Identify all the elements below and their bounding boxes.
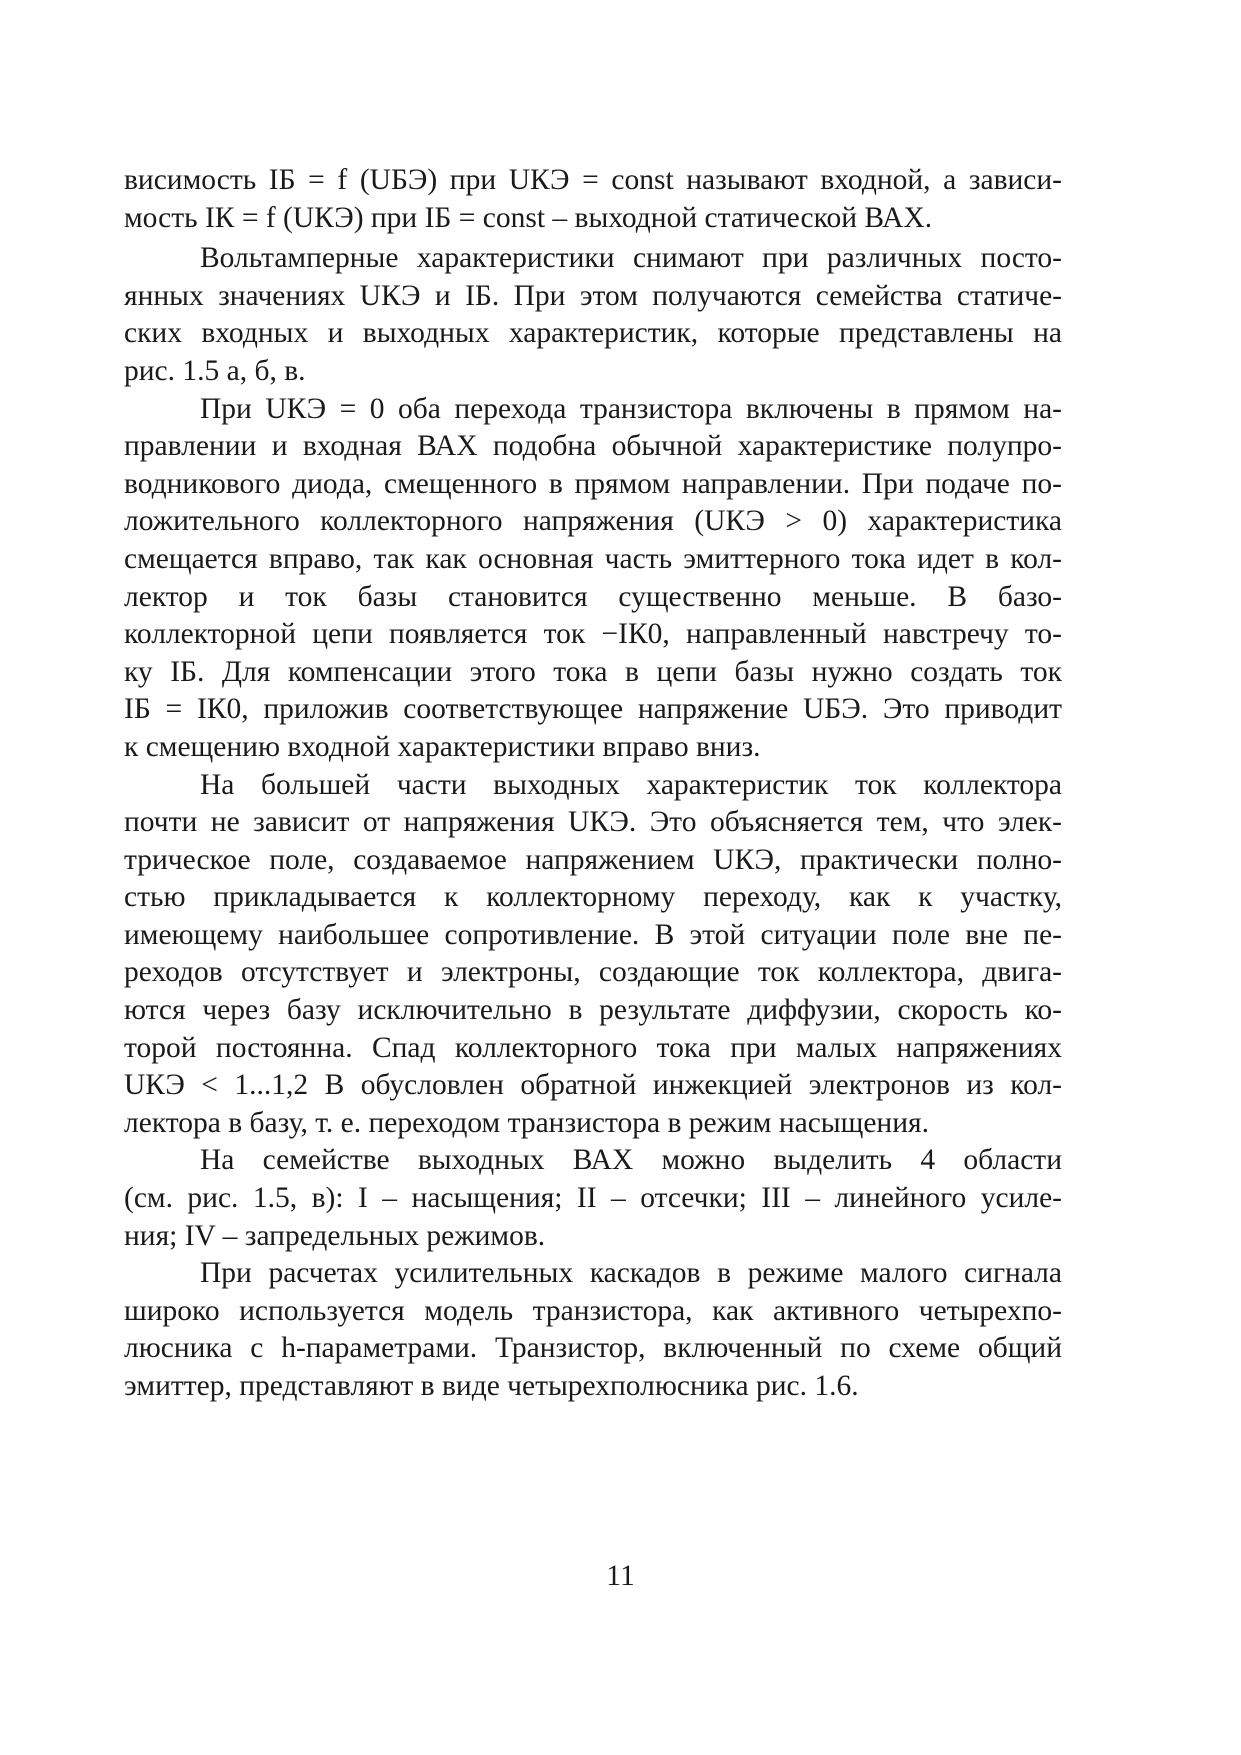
text-line: коллекторной цепи появляется ток −IК0, направленный навстречу то- (124, 618, 1062, 651)
text-line: UКЭ < 1...1,2 В обусловлен обратной инжекцией электронов из кол- (124, 1069, 1062, 1102)
text-line: правлении и входная ВАХ подобна обычной характеристике полупро- (124, 430, 1062, 463)
text-line: ку IБ. Для компенсации этого тока в цепи базы нужно создать ток (124, 655, 1062, 688)
text-line: На семействе выходных ВАХ можно выделить 4 области (200, 1144, 1062, 1177)
text-line: висимость IБ = f (UБЭ) при UКЭ = const называют входной, а зависи- (124, 164, 1062, 196)
text-line: к смещению входной характеристики вправо вниз. (124, 730, 761, 763)
text-line: лектор и ток базы становится существенно меньше. В базо- (124, 580, 1062, 613)
text-line: янных значениях UКЭ и IБ. При этом получаются семейства статиче- (124, 279, 1062, 312)
text-line: мость IК = f (UКЭ) при IБ = const – выходной статической ВАХ. (124, 201, 933, 234)
text-line: (см. рис. 1.5, в): I – насыщения; II – отсечки; III – линейного усиле- (124, 1182, 1062, 1215)
text-line: IБ = IК0, приложив соответствующее напряжение UБЭ. Это приводит (124, 693, 1062, 726)
text-line: рис. 1.5 а, б, в. (124, 354, 306, 387)
text-line: ских входных и выходных характеристик, которые представлены на (124, 317, 1062, 350)
text-line: ются через базу исключительно в результате диффузии, скорость ко- (124, 994, 1062, 1027)
text-line: лектора в базу, т. е. переходом транзистора в режим насыщения. (124, 1106, 929, 1139)
body-text (124, 162, 1062, 1406)
text-line: люсника с h-параметрами. Транзистор, включенный по схеме общий (124, 1332, 1062, 1365)
text-line: почти не зависит от напряжения UКЭ. Это объясняется тем, что элек- (124, 806, 1062, 839)
text-line: торой постоянна. Спад коллекторного тока при малых напряжениях (124, 1031, 1062, 1064)
text-line: водникового диода, смещенного в прямом направлении. При подаче по- (124, 467, 1062, 500)
text-line: На большей части выходных характеристик ток коллектора (200, 768, 1062, 801)
text-line: имеющему наибольшее сопротивление. В этой ситуации поле вне пе- (124, 918, 1062, 951)
page-number: 11 (606, 1560, 635, 1592)
text-line: Вольтамперные характеристики снимают при различных посто- (200, 242, 1062, 275)
text-line: эмиттер, представляют в виде четырехполюсника рис. 1.6. (124, 1370, 859, 1402)
text-line: трическое поле, создаваемое напряжением UКЭ, практически полно- (124, 843, 1062, 876)
text-line: смещается вправо, так как основная часть эмиттерного тока идет в кол- (124, 542, 1062, 575)
text-line: стью прикладывается к коллекторному переходу, как к участку, (124, 881, 1062, 914)
text-line: При UКЭ = 0 оба перехода транзистора включены в прямом на- (200, 392, 1062, 425)
text-line: ния; IV – запредельных режимов. (124, 1219, 546, 1252)
text-line: ложительного коллекторного напряжения (UКЭ > 0) характеристика (124, 505, 1062, 538)
text-line: реходов отсутствует и электроны, создающие ток коллектора, двига- (124, 956, 1062, 989)
text-line: При расчетах усилительных каскадов в режиме малого сигнала (200, 1257, 1062, 1290)
text-line: широко используется модель транзистора, как активного четырехпо- (124, 1294, 1062, 1327)
